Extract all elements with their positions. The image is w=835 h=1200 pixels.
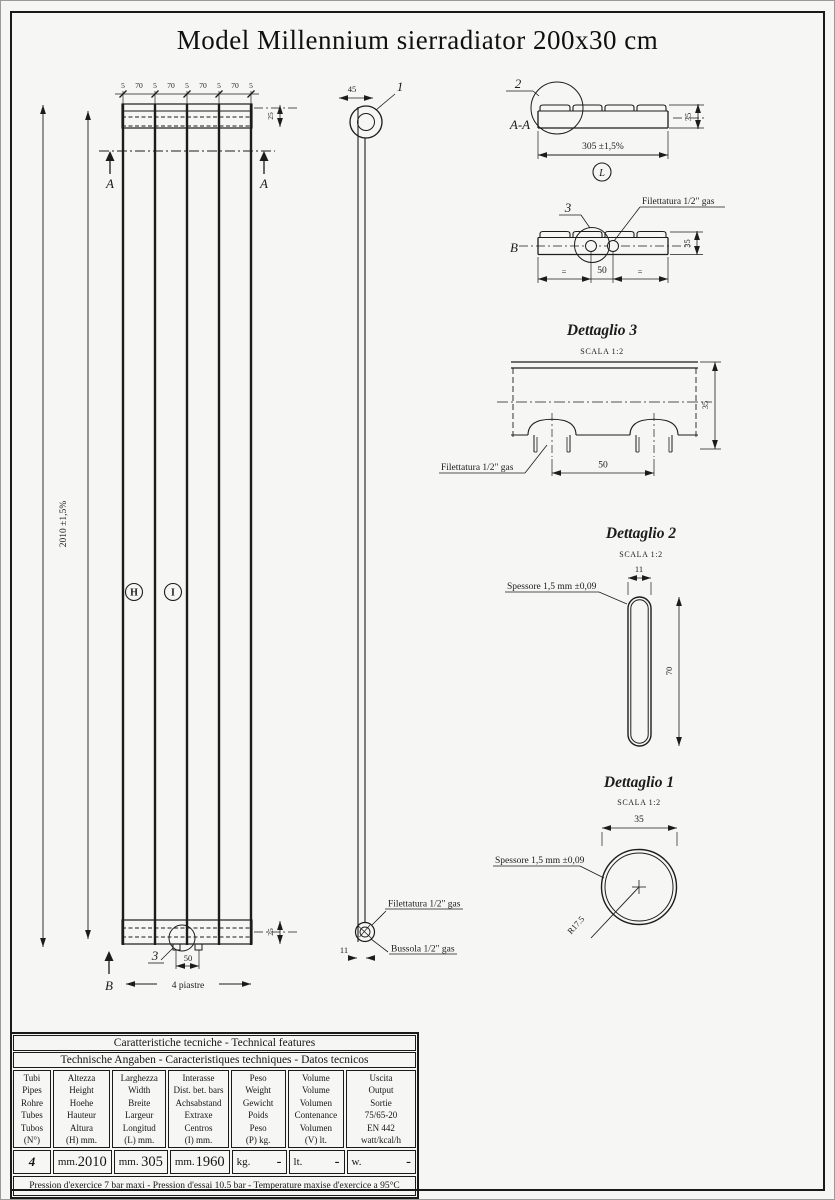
dim-label: 11: [634, 564, 644, 574]
section-arrow-label: A: [106, 176, 114, 191]
side-view: [339, 94, 463, 958]
table-footer-note: Pression d'exercice 7 bar maxi - Pression d'essai 10.5 bar - Temperature maxise d'exercice a 95°C: [13, 1176, 416, 1196]
dim-label: 70: [167, 81, 175, 90]
table-header-cell: Peso Weight Gewicht Poids Peso (P) kg.: [231, 1070, 286, 1148]
table-data-row: [12, 1149, 417, 1175]
dim-label: 70: [231, 81, 239, 90]
table-cell-weight: kg. -: [232, 1150, 287, 1174]
plates-label: 4 piastre: [171, 981, 205, 991]
detail-callout: 2: [514, 76, 522, 91]
dim-label: 45: [347, 84, 357, 94]
dettaglio-2: [505, 578, 679, 746]
dim-label: 5: [121, 81, 125, 90]
detail-scale: SCALA 1:2: [617, 798, 661, 807]
table-cell-volume: lt. -: [289, 1150, 345, 1174]
dim-label: 35: [700, 400, 710, 410]
thickness-label: Spessore 1,5 mm ±0,09: [507, 582, 597, 592]
section-arrow-label: B: [105, 978, 113, 993]
table-header-cell: Larghezza Width Breite Largeur Longitud (L) mm.: [112, 1070, 166, 1148]
technical-drawing: [1, 1, 835, 1200]
table-header-cell: Tubi Pipes Rohre Tubes Tubos (N°): [13, 1070, 51, 1148]
dim-label: 70: [664, 666, 674, 676]
table-cell-interaxis: mm. 1960: [170, 1150, 230, 1174]
dettaglio-3-labels: [441, 322, 710, 473]
technical-features-table: [10, 1032, 419, 1199]
section-b-labels: [510, 197, 715, 277]
section-label: B: [510, 240, 518, 255]
dim-label: 70: [199, 81, 207, 90]
thread-label: Filettatura 1/2" gas: [642, 197, 715, 207]
table-cell-height: mm. 2010: [53, 1150, 112, 1174]
radius-label: R17.5: [565, 914, 587, 936]
detail-title: Dettaglio 2: [605, 525, 677, 542]
circled-l-label: L: [599, 168, 605, 179]
table-header-cell: Interasse Dist. bet. bars Achsabstand Extraxe Centros (I) mm.: [168, 1070, 228, 1148]
dim-label: 50: [598, 460, 608, 471]
thread-label: Filettatura 1/2" gas: [388, 899, 461, 910]
dim-label: 5: [217, 81, 221, 90]
dim-label: =: [561, 266, 567, 277]
dim-label: 70: [135, 81, 143, 90]
circled-h-label: H: [130, 587, 138, 599]
table-header-cell: Uscita Output Sortie 75/65-20 EN 442 watt/kcal/h: [346, 1070, 416, 1148]
dettaglio-3: [439, 362, 721, 476]
table-title-line2: Technische Angaben - Caracteristiques techniques - Datos tecnicos: [13, 1052, 416, 1068]
dim-label: 25: [266, 112, 275, 120]
detail-callout: 3: [151, 948, 159, 963]
section-label: A-A: [509, 117, 531, 132]
detail-callout: 3: [564, 200, 572, 215]
dim-label: 5: [249, 81, 253, 90]
dim-label: =: [637, 266, 643, 277]
front-view-labels: [59, 81, 275, 993]
dim-label: 50: [183, 953, 193, 963]
table-title-line1: Caratteristiche tecniche - Technical features: [13, 1035, 416, 1051]
page-title: Model Millennium sierradiator 200x30 cm: [176, 25, 659, 55]
table-header-row: [12, 1069, 417, 1149]
table-header-cell: Volume Volume Volumen Contenance Volumen (V) lt.: [288, 1070, 344, 1148]
dim-label: 35: [634, 815, 644, 825]
bushing-label: Bussola 1/2" gas: [391, 944, 455, 955]
thickness-label: Spessore 1,5 mm ±0,09: [495, 856, 585, 866]
section-arrow-label: A: [260, 176, 268, 191]
table-cell-tubes: 4: [13, 1150, 51, 1174]
dim-label: 35: [682, 239, 692, 248]
detail-title: Dettaglio 1: [603, 774, 675, 791]
dettaglio-1-labels: [495, 774, 674, 936]
detail-scale: SCALA 1:2: [580, 347, 624, 356]
detail-callout: 1: [396, 79, 404, 94]
table-cell-width: mm. 305: [114, 1150, 168, 1174]
width-dim-label: 305 ±1,5%: [582, 142, 624, 152]
height-dim-label: 2010 ±1,5%: [59, 500, 69, 548]
section-aa: [506, 82, 707, 181]
dim-label: 5: [153, 81, 157, 90]
detail-title: Dettaglio 3: [566, 322, 638, 339]
dim-label: 11: [339, 945, 349, 955]
table-header-cell: Altezza Height Hoehe Hauteur Altura (H) mm.: [53, 1070, 110, 1148]
front-view: [43, 91, 299, 985]
dim-label: 50: [597, 266, 607, 276]
dim-label: 25: [266, 928, 275, 936]
table-cell-output: w. -: [347, 1150, 416, 1174]
dim-label: 35: [683, 112, 693, 122]
thread-label: Filettatura 1/2" gas: [441, 463, 514, 473]
circled-i-label: I: [171, 587, 175, 599]
detail-scale: SCALA 1:2: [619, 550, 663, 559]
section-b: [519, 207, 725, 283]
dim-label: 5: [185, 81, 189, 90]
